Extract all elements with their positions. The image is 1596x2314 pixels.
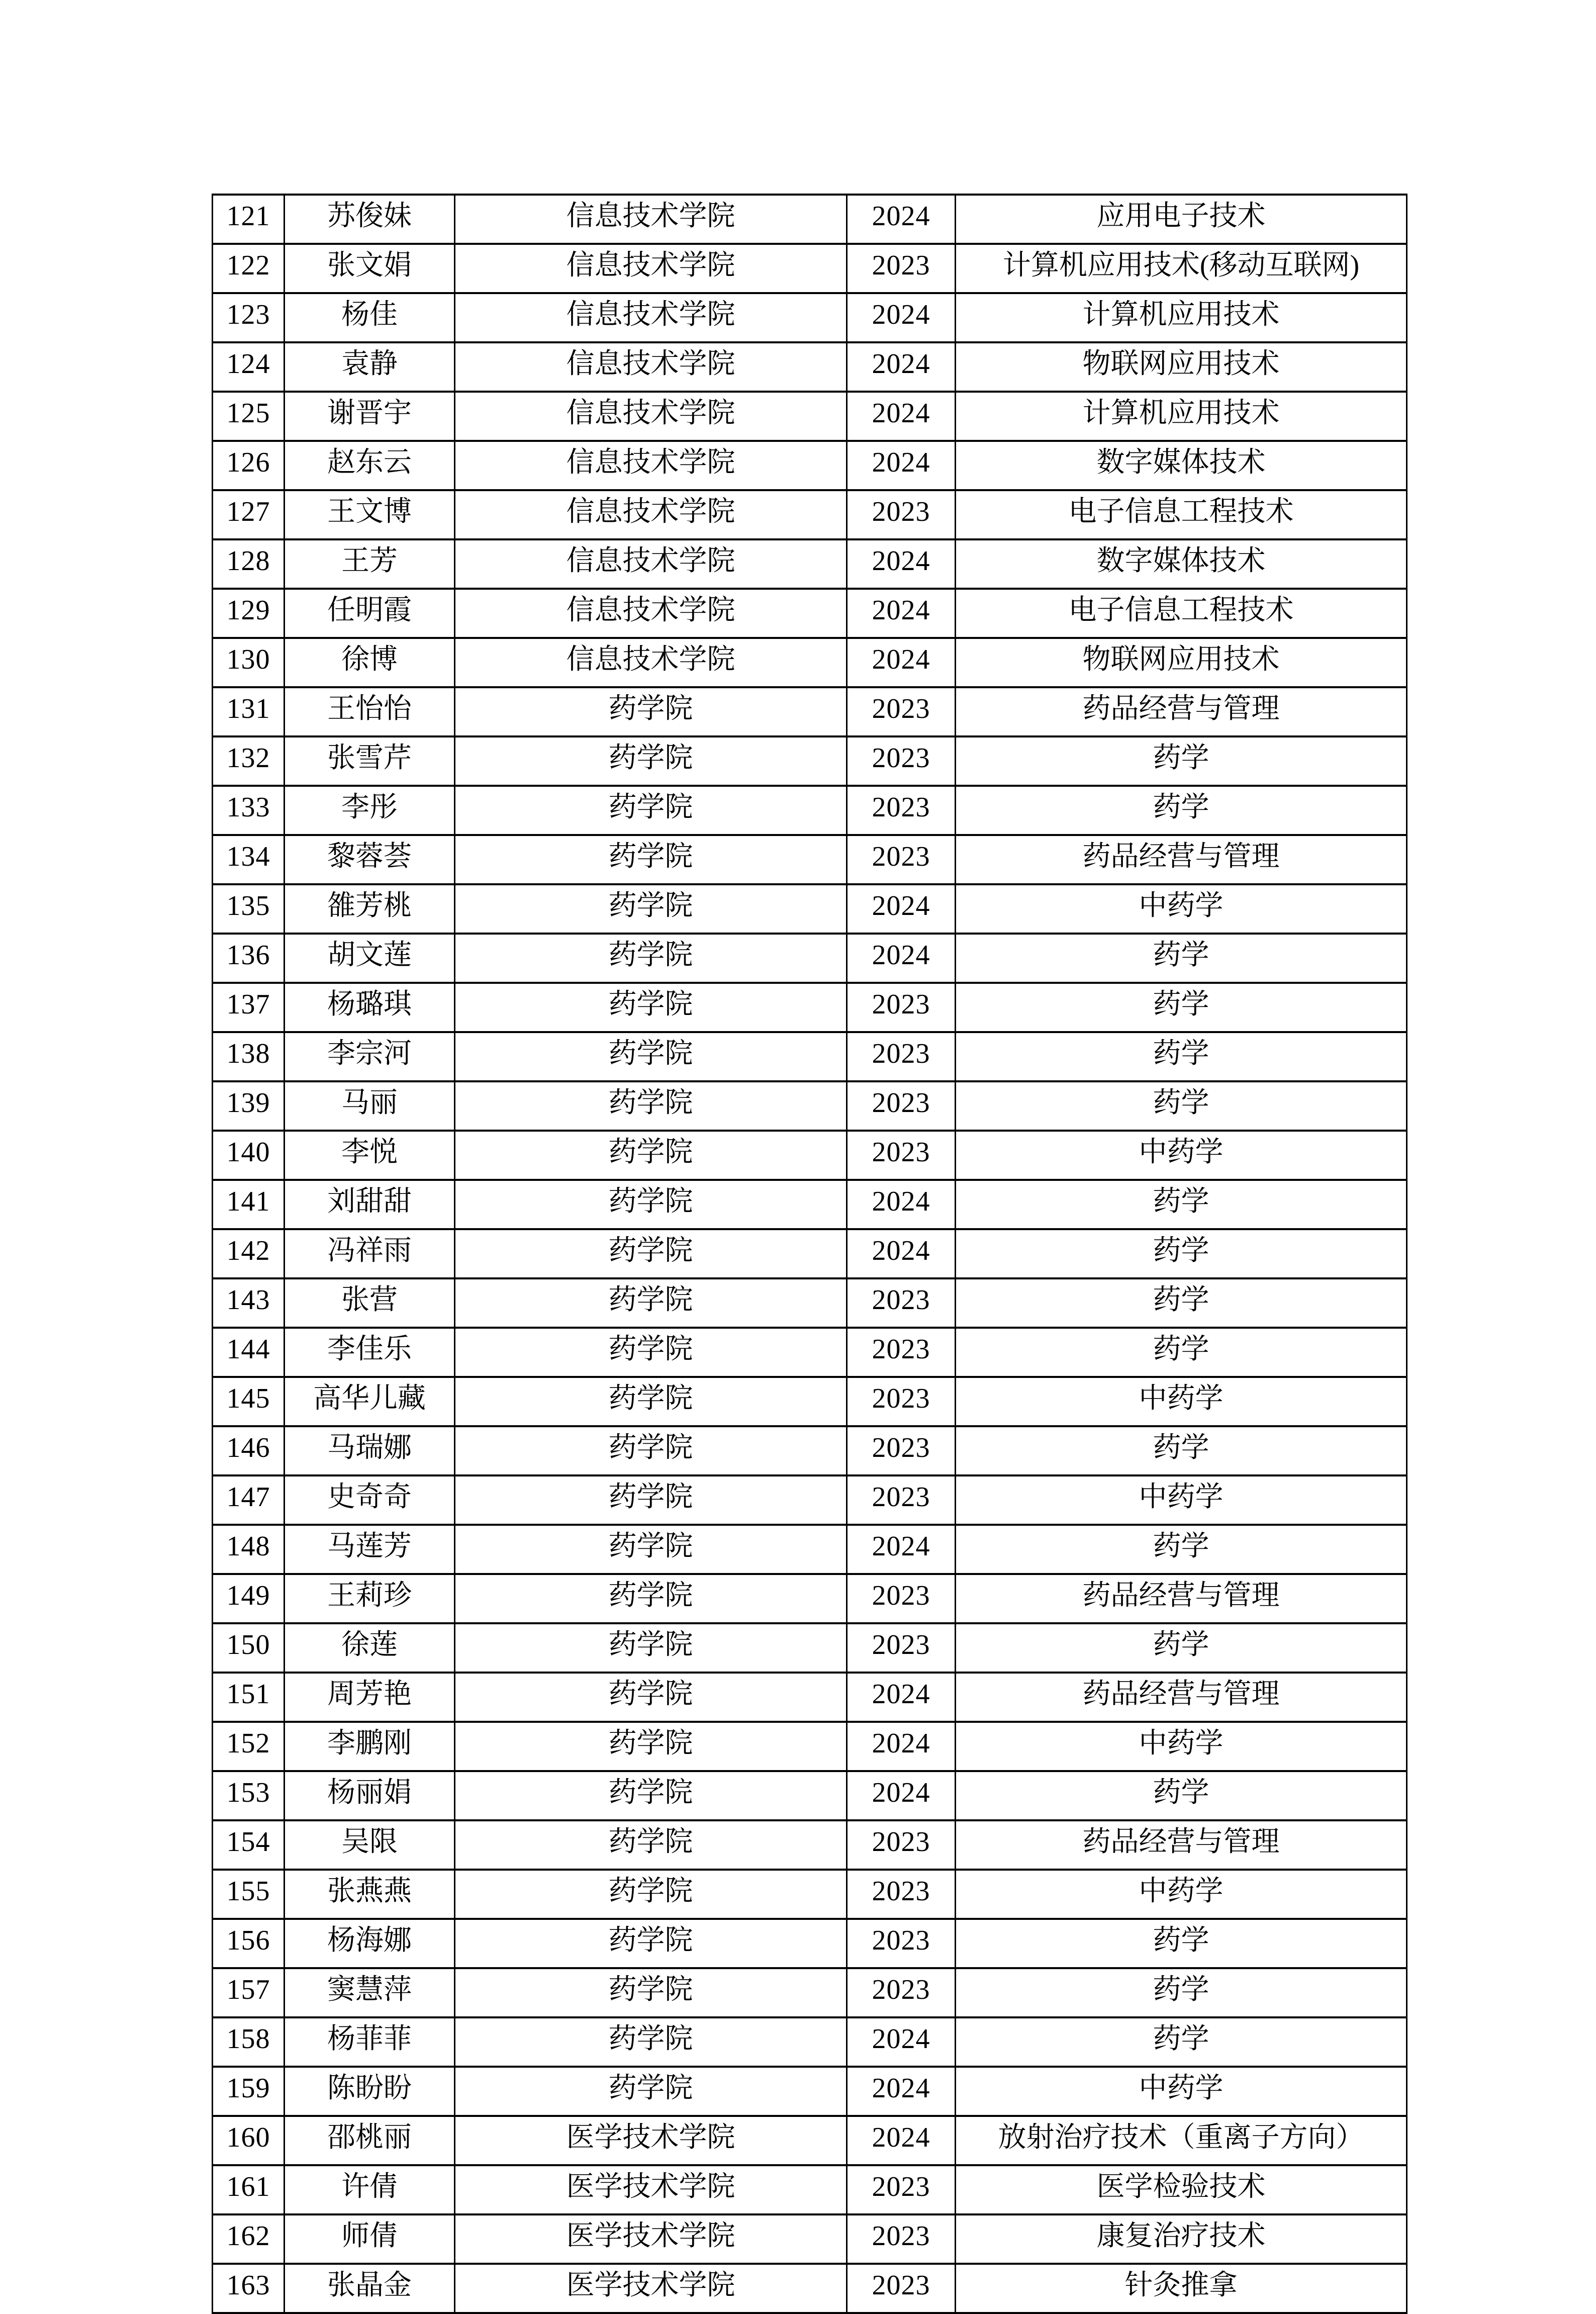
- table-row: [213, 1673, 1407, 1722]
- student-name-cell: 周芳艳: [285, 1673, 455, 1722]
- row-number-cell: 142: [213, 1229, 285, 1278]
- table-row: [213, 589, 1407, 638]
- student-name-cell: 冯祥雨: [285, 1229, 455, 1278]
- table-row: [213, 934, 1407, 983]
- enrollment-year-cell: 2024: [847, 1229, 956, 1278]
- major-cell: 药学: [956, 1081, 1407, 1131]
- student-name-cell: 王文博: [285, 490, 455, 539]
- major-cell: 计算机应用技术(移动互联网): [956, 244, 1407, 293]
- college-cell: 药学院: [455, 736, 847, 786]
- enrollment-year-cell: 2023: [847, 1032, 956, 1081]
- student-name-cell: 杨海娜: [285, 1919, 455, 1968]
- enrollment-year-cell: 2023: [847, 1426, 956, 1475]
- table-row: [213, 1377, 1407, 1426]
- table-row: [213, 1131, 1407, 1180]
- student-name-cell: 师倩: [285, 2214, 455, 2264]
- student-name-cell: 陈盼盼: [285, 2067, 455, 2116]
- enrollment-year-cell: 2024: [847, 934, 956, 983]
- student-name-cell: 李悦: [285, 1131, 455, 1180]
- row-number-cell: 153: [213, 1771, 285, 1820]
- student-name-cell: 张文娟: [285, 244, 455, 293]
- table-row: [213, 1032, 1407, 1081]
- row-number-cell: 148: [213, 1525, 285, 1574]
- major-cell: 数字媒体技术: [956, 539, 1407, 589]
- enrollment-year-cell: 2024: [847, 195, 956, 244]
- enrollment-year-cell: 2023: [847, 1820, 956, 1870]
- major-cell: 计算机应用技术: [956, 293, 1407, 342]
- major-cell: 中药学: [956, 1131, 1407, 1180]
- table-row: [213, 1968, 1407, 2017]
- enrollment-year-cell: 2023: [847, 2165, 956, 2214]
- college-cell: 药学院: [455, 1623, 847, 1673]
- major-cell: 药学: [956, 1525, 1407, 1574]
- row-number-cell: 121: [213, 195, 285, 244]
- major-cell: 数字媒体技术: [956, 441, 1407, 490]
- student-name-cell: 李宗河: [285, 1032, 455, 1081]
- row-number-cell: 123: [213, 293, 285, 342]
- row-number-cell: 130: [213, 638, 285, 687]
- table-row: [213, 884, 1407, 934]
- student-name-cell: 张燕燕: [285, 1870, 455, 1919]
- student-name-cell: 胡文莲: [285, 934, 455, 983]
- major-cell: 药品经营与管理: [956, 687, 1407, 736]
- major-cell: 药学: [956, 1229, 1407, 1278]
- table-row: [213, 1623, 1407, 1673]
- college-cell: 信息技术学院: [455, 244, 847, 293]
- enrollment-year-cell: 2024: [847, 1722, 956, 1771]
- student-name-cell: 谢晋宇: [285, 392, 455, 441]
- row-number-cell: 156: [213, 1919, 285, 1968]
- enrollment-year-cell: 2024: [847, 1771, 956, 1820]
- enrollment-year-cell: 2023: [847, 2214, 956, 2264]
- major-cell: 药学: [956, 934, 1407, 983]
- enrollment-year-cell: 2023: [847, 1968, 956, 2017]
- college-cell: 药学院: [455, 1722, 847, 1771]
- table-row: [213, 2067, 1407, 2116]
- row-number-cell: 163: [213, 2264, 285, 2313]
- table-row: [213, 244, 1407, 293]
- table-row: [213, 638, 1407, 687]
- row-number-cell: 147: [213, 1475, 285, 1525]
- table-row: [213, 2214, 1407, 2264]
- student-name-cell: 张雪芹: [285, 736, 455, 786]
- student-name-cell: 王芳: [285, 539, 455, 589]
- college-cell: 药学院: [455, 1426, 847, 1475]
- college-cell: 药学院: [455, 934, 847, 983]
- major-cell: 物联网应用技术: [956, 638, 1407, 687]
- major-cell: 药学: [956, 2017, 1407, 2067]
- student-name-cell: 李彤: [285, 786, 455, 835]
- enrollment-year-cell: 2023: [847, 1574, 956, 1623]
- college-cell: 药学院: [455, 1475, 847, 1525]
- enrollment-year-cell: 2024: [847, 2017, 956, 2067]
- college-cell: 医学技术学院: [455, 2116, 847, 2165]
- major-cell: 电子信息工程技术: [956, 589, 1407, 638]
- major-cell: 中药学: [956, 1722, 1407, 1771]
- major-cell: 中药学: [956, 2067, 1407, 2116]
- major-cell: 中药学: [956, 1377, 1407, 1426]
- student-name-cell: 王怡怡: [285, 687, 455, 736]
- enrollment-year-cell: 2023: [847, 1328, 956, 1377]
- student-name-cell: 张营: [285, 1278, 455, 1328]
- row-number-cell: 154: [213, 1820, 285, 1870]
- enrollment-year-cell: 2024: [847, 2067, 956, 2116]
- enrollment-year-cell: 2023: [847, 490, 956, 539]
- major-cell: 放射治疗技术（重离子方向）: [956, 2116, 1407, 2165]
- college-cell: 信息技术学院: [455, 589, 847, 638]
- table-row: [213, 1229, 1407, 1278]
- table-row: [213, 1870, 1407, 1919]
- major-cell: 药学: [956, 1623, 1407, 1673]
- college-cell: 信息技术学院: [455, 293, 847, 342]
- row-number-cell: 149: [213, 1574, 285, 1623]
- enrollment-year-cell: 2023: [847, 835, 956, 884]
- table-row: [213, 2264, 1407, 2313]
- college-cell: 药学院: [455, 1081, 847, 1131]
- college-cell: 药学院: [455, 835, 847, 884]
- college-cell: 药学院: [455, 2067, 847, 2116]
- college-cell: 信息技术学院: [455, 342, 847, 392]
- major-cell: 应用电子技术: [956, 195, 1407, 244]
- college-cell: 信息技术学院: [455, 392, 847, 441]
- enrollment-year-cell: 2023: [847, 1131, 956, 1180]
- student-name-cell: 高华儿藏: [285, 1377, 455, 1426]
- student-roster-table: [212, 194, 1407, 2314]
- major-cell: 药学: [956, 1968, 1407, 2017]
- table-row: [213, 2165, 1407, 2214]
- enrollment-year-cell: 2023: [847, 1623, 956, 1673]
- table-row: [213, 1180, 1407, 1229]
- student-name-cell: 苏俊妹: [285, 195, 455, 244]
- enrollment-year-cell: 2023: [847, 687, 956, 736]
- college-cell: 药学院: [455, 687, 847, 736]
- row-number-cell: 152: [213, 1722, 285, 1771]
- enrollment-year-cell: 2024: [847, 589, 956, 638]
- student-name-cell: 徐莲: [285, 1623, 455, 1673]
- table-row: [213, 1771, 1407, 1820]
- college-cell: 药学院: [455, 1525, 847, 1574]
- student-name-cell: 马瑞娜: [285, 1426, 455, 1475]
- row-number-cell: 159: [213, 2067, 285, 2116]
- row-number-cell: 146: [213, 1426, 285, 1475]
- major-cell: 计算机应用技术: [956, 392, 1407, 441]
- row-number-cell: 144: [213, 1328, 285, 1377]
- college-cell: 药学院: [455, 2017, 847, 2067]
- table-row: [213, 342, 1407, 392]
- major-cell: 药学: [956, 1180, 1407, 1229]
- row-number-cell: 145: [213, 1377, 285, 1426]
- student-name-cell: 邵桃丽: [285, 2116, 455, 2165]
- major-cell: 药学: [956, 1032, 1407, 1081]
- major-cell: 康复治疗技术: [956, 2214, 1407, 2264]
- major-cell: 药学: [956, 736, 1407, 786]
- enrollment-year-cell: 2024: [847, 2116, 956, 2165]
- table-row: [213, 1722, 1407, 1771]
- college-cell: 信息技术学院: [455, 441, 847, 490]
- enrollment-year-cell: 2024: [847, 1673, 956, 1722]
- major-cell: 药学: [956, 1278, 1407, 1328]
- student-name-cell: 雒芳桃: [285, 884, 455, 934]
- major-cell: 医学检验技术: [956, 2165, 1407, 2214]
- college-cell: 药学院: [455, 1968, 847, 2017]
- major-cell: 针灸推拿: [956, 2264, 1407, 2313]
- major-cell: 药学: [956, 1426, 1407, 1475]
- table-row: [213, 1475, 1407, 1525]
- table-row: [213, 539, 1407, 589]
- college-cell: 药学院: [455, 1919, 847, 1968]
- college-cell: 药学院: [455, 1820, 847, 1870]
- table-row: [213, 835, 1407, 884]
- college-cell: 信息技术学院: [455, 539, 847, 589]
- major-cell: 药品经营与管理: [956, 1574, 1407, 1623]
- row-number-cell: 162: [213, 2214, 285, 2264]
- row-number-cell: 128: [213, 539, 285, 589]
- enrollment-year-cell: 2023: [847, 1081, 956, 1131]
- major-cell: 中药学: [956, 1870, 1407, 1919]
- student-name-cell: 刘甜甜: [285, 1180, 455, 1229]
- row-number-cell: 125: [213, 392, 285, 441]
- student-name-cell: 黎蓉荟: [285, 835, 455, 884]
- enrollment-year-cell: 2023: [847, 786, 956, 835]
- table-row: [213, 736, 1407, 786]
- enrollment-year-cell: 2023: [847, 2264, 956, 2313]
- table-row: [213, 441, 1407, 490]
- enrollment-year-cell: 2023: [847, 1919, 956, 1968]
- table-row: [213, 1820, 1407, 1870]
- college-cell: 药学院: [455, 1574, 847, 1623]
- row-number-cell: 155: [213, 1870, 285, 1919]
- table-row: [213, 687, 1407, 736]
- enrollment-year-cell: 2024: [847, 884, 956, 934]
- table-row: [213, 1525, 1407, 1574]
- row-number-cell: 136: [213, 934, 285, 983]
- college-cell: 信息技术学院: [455, 638, 847, 687]
- table-row: [213, 1426, 1407, 1475]
- major-cell: 中药学: [956, 1475, 1407, 1525]
- college-cell: 药学院: [455, 1032, 847, 1081]
- row-number-cell: 143: [213, 1278, 285, 1328]
- major-cell: 药学: [956, 1919, 1407, 1968]
- enrollment-year-cell: 2023: [847, 1870, 956, 1919]
- college-cell: 信息技术学院: [455, 490, 847, 539]
- student-name-cell: 任明霞: [285, 589, 455, 638]
- enrollment-year-cell: 2024: [847, 293, 956, 342]
- table-row: [213, 490, 1407, 539]
- row-number-cell: 129: [213, 589, 285, 638]
- college-cell: 药学院: [455, 1131, 847, 1180]
- row-number-cell: 124: [213, 342, 285, 392]
- college-cell: 药学院: [455, 1229, 847, 1278]
- student-name-cell: 史奇奇: [285, 1475, 455, 1525]
- major-cell: 电子信息工程技术: [956, 490, 1407, 539]
- major-cell: 中药学: [956, 884, 1407, 934]
- college-cell: 医学技术学院: [455, 2264, 847, 2313]
- enrollment-year-cell: 2024: [847, 539, 956, 589]
- student-name-cell: 张晶金: [285, 2264, 455, 2313]
- college-cell: 药学院: [455, 1771, 847, 1820]
- table-row: [213, 786, 1407, 835]
- major-cell: 物联网应用技术: [956, 342, 1407, 392]
- major-cell: 药品经营与管理: [956, 1820, 1407, 1870]
- student-name-cell: 吴限: [285, 1820, 455, 1870]
- college-cell: 医学技术学院: [455, 2214, 847, 2264]
- row-number-cell: 127: [213, 490, 285, 539]
- college-cell: 药学院: [455, 983, 847, 1032]
- row-number-cell: 151: [213, 1673, 285, 1722]
- row-number-cell: 150: [213, 1623, 285, 1673]
- table-row: [213, 195, 1407, 244]
- row-number-cell: 122: [213, 244, 285, 293]
- row-number-cell: 161: [213, 2165, 285, 2214]
- table-row: [213, 1278, 1407, 1328]
- student-name-cell: 杨璐琪: [285, 983, 455, 1032]
- enrollment-year-cell: 2023: [847, 983, 956, 1032]
- student-name-cell: 许倩: [285, 2165, 455, 2214]
- major-cell: 药品经营与管理: [956, 1673, 1407, 1722]
- row-number-cell: 141: [213, 1180, 285, 1229]
- student-name-cell: 杨丽娟: [285, 1771, 455, 1820]
- student-name-cell: 马莲芳: [285, 1525, 455, 1574]
- table-row: [213, 1081, 1407, 1131]
- table-row: [213, 392, 1407, 441]
- row-number-cell: 134: [213, 835, 285, 884]
- table-row: [213, 1919, 1407, 1968]
- college-cell: 药学院: [455, 786, 847, 835]
- enrollment-year-cell: 2023: [847, 1475, 956, 1525]
- student-name-cell: 杨佳: [285, 293, 455, 342]
- enrollment-year-cell: 2023: [847, 244, 956, 293]
- table-row: [213, 1574, 1407, 1623]
- row-number-cell: 131: [213, 687, 285, 736]
- college-cell: 药学院: [455, 1328, 847, 1377]
- major-cell: 药学: [956, 983, 1407, 1032]
- college-cell: 信息技术学院: [455, 195, 847, 244]
- table-row: [213, 1328, 1407, 1377]
- row-number-cell: 133: [213, 786, 285, 835]
- table-row: [213, 983, 1407, 1032]
- enrollment-year-cell: 2024: [847, 1525, 956, 1574]
- row-number-cell: 126: [213, 441, 285, 490]
- enrollment-year-cell: 2024: [847, 638, 956, 687]
- row-number-cell: 140: [213, 1131, 285, 1180]
- college-cell: 药学院: [455, 884, 847, 934]
- student-name-cell: 窦慧萍: [285, 1968, 455, 2017]
- table-row: [213, 2116, 1407, 2165]
- college-cell: 药学院: [455, 1673, 847, 1722]
- table-row: [213, 293, 1407, 342]
- student-name-cell: 李佳乐: [285, 1328, 455, 1377]
- row-number-cell: 139: [213, 1081, 285, 1131]
- enrollment-year-cell: 2024: [847, 342, 956, 392]
- student-name-cell: 王莉珍: [285, 1574, 455, 1623]
- table-row: [213, 2017, 1407, 2067]
- major-cell: 药品经营与管理: [956, 835, 1407, 884]
- student-name-cell: 徐博: [285, 638, 455, 687]
- major-cell: 药学: [956, 786, 1407, 835]
- college-cell: 药学院: [455, 1870, 847, 1919]
- student-name-cell: 杨菲菲: [285, 2017, 455, 2067]
- college-cell: 医学技术学院: [455, 2165, 847, 2214]
- enrollment-year-cell: 2023: [847, 1278, 956, 1328]
- row-number-cell: 132: [213, 736, 285, 786]
- student-name-cell: 马丽: [285, 1081, 455, 1131]
- student-name-cell: 袁静: [285, 342, 455, 392]
- enrollment-year-cell: 2024: [847, 1180, 956, 1229]
- row-number-cell: 160: [213, 2116, 285, 2165]
- enrollment-year-cell: 2024: [847, 392, 956, 441]
- college-cell: 药学院: [455, 1180, 847, 1229]
- student-name-cell: 赵东云: [285, 441, 455, 490]
- row-number-cell: 138: [213, 1032, 285, 1081]
- row-number-cell: 137: [213, 983, 285, 1032]
- row-number-cell: 157: [213, 1968, 285, 2017]
- college-cell: 药学院: [455, 1377, 847, 1426]
- enrollment-year-cell: 2023: [847, 1377, 956, 1426]
- row-number-cell: 135: [213, 884, 285, 934]
- college-cell: 药学院: [455, 1278, 847, 1328]
- major-cell: 药学: [956, 1771, 1407, 1820]
- enrollment-year-cell: 2024: [847, 441, 956, 490]
- row-number-cell: 158: [213, 2017, 285, 2067]
- enrollment-year-cell: 2023: [847, 736, 956, 786]
- major-cell: 药学: [956, 1328, 1407, 1377]
- student-name-cell: 李鹏刚: [285, 1722, 455, 1771]
